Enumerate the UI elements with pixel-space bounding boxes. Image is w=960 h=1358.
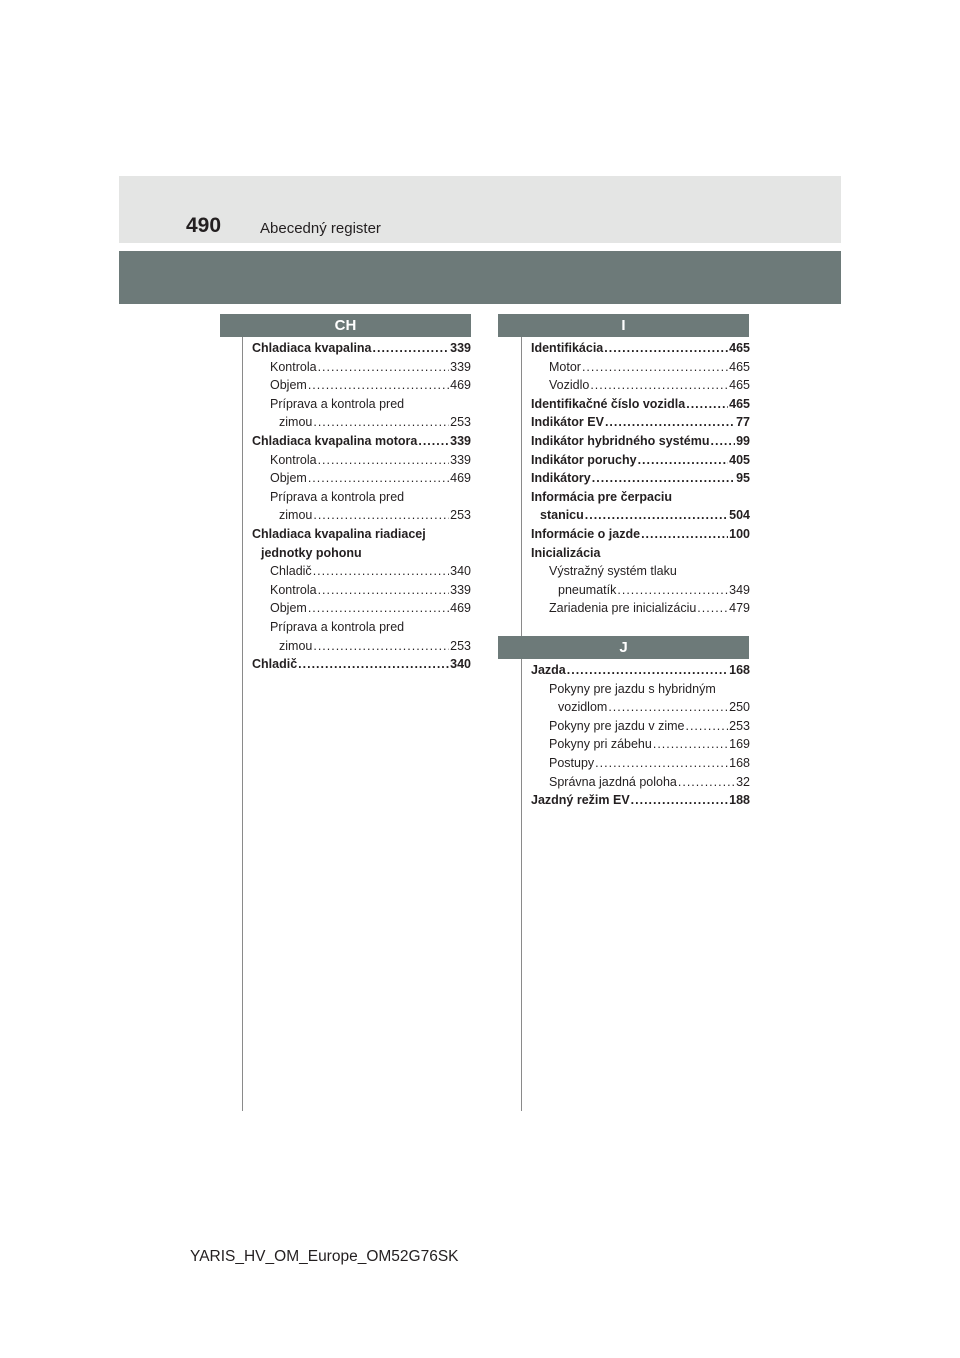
page-number: 490 [186,214,222,237]
index-entry-page: 95 [736,471,750,486]
index-entry [531,735,750,754]
index-entry-term: Chladič [252,657,298,672]
index-entry-term: Objem [270,378,307,393]
index-entry [531,680,750,699]
index-entry-term: Výstražný systém tlaku [549,564,677,579]
index-entry-term: Príprava a kontrola pred [270,489,405,504]
column-rule-right [521,335,522,1111]
index-entry [252,655,471,674]
index-entry [531,488,750,507]
dot-leader [617,581,728,600]
index-entry-term: Chladiaca kvapalina riadiacej [252,526,426,541]
index-entry-term: Zariadenia pre inicializáciu [549,601,697,616]
index-entry-page: 169 [729,737,750,752]
index-entry-term: Identifikačné číslo vozidla [531,396,686,411]
index-entry-page: 339 [450,359,471,374]
index-entry-page: 253 [450,638,471,653]
header-dark-band [119,251,841,304]
dot-leader [653,735,728,754]
index-entry-term: Jazda [531,663,566,677]
index-entry-term: Informácie o jazde [531,526,641,541]
dot-leader [608,698,728,717]
dot-leader [318,451,450,470]
index-entry-page: 100 [729,526,750,541]
index-entry [252,358,471,377]
index-entry [531,544,750,563]
dot-leader [604,339,728,358]
index-entry [252,469,471,488]
index-entry-term: Indikátory [531,471,591,486]
dot-leader [318,358,450,377]
index-entry-page: 339 [450,341,471,355]
index-entry [531,717,750,736]
index-entry [531,432,750,451]
index-entry-term: vozidlom [558,700,608,715]
dot-leader [686,395,728,414]
index-entry-page: 250 [729,700,750,715]
index-entry-page: 253 [729,718,750,733]
index-entry-page: 253 [450,415,471,430]
index-entry [531,698,750,717]
dot-leader [318,581,450,600]
letter-heading-i: I [498,314,749,337]
index-entry [252,637,471,656]
index-entry-term: Inicializácia [531,545,601,560]
dot-leader [685,717,728,736]
section-title: Abecedný register [260,220,381,237]
index-entry-page: 469 [450,601,471,616]
dot-leader [308,376,449,395]
index-entry-term: Indikátor EV [531,415,604,430]
index-entry-term: Pokyny pre jazdu v zime [549,718,685,733]
index-entry [531,376,750,395]
index-entry-term: zimou [279,415,313,430]
index-entry-page: 339 [450,433,471,448]
index-entry [252,581,471,600]
dot-leader [313,637,449,656]
index-entry-term: jednotky pohonu [261,545,362,560]
index-entry-term: stanicu [540,508,584,523]
index-entry [252,413,471,432]
index-entry-term: Postupy [549,755,595,770]
dot-leader [582,358,728,377]
index-entry [531,581,750,600]
dot-leader [313,562,449,581]
index-entry-term: Chladiaca kvapalina motora [252,433,418,448]
index-entry [252,506,471,525]
index-entry-term: Kontrola [270,452,317,467]
index-entry-term: Príprava a kontrola pred [270,396,405,411]
index-list-i [531,339,750,618]
dot-leader [641,525,728,544]
index-entry-term: Chladiaca kvapalina [252,341,372,355]
index-entry-term: Informácia pre čerpaciu [531,489,673,504]
index-entry-page: 168 [729,755,750,770]
dot-leader [595,754,728,773]
dot-leader [678,773,735,792]
index-entry [252,432,471,451]
dot-leader [638,451,729,470]
index-entry-page: 465 [729,396,750,411]
index-entry [252,525,471,544]
dot-leader [308,599,449,618]
index-entry [531,506,750,525]
index-entry [531,469,750,488]
index-list-j [531,661,750,810]
index-entry-term: Motor [549,359,581,374]
letter-heading-j: J [498,636,749,659]
index-entry-term: Chladič [270,564,312,579]
index-entry [252,376,471,395]
index-entry-term: Správna jazdná poloha [549,774,677,789]
header-band [119,176,841,243]
index-entry-page: 465 [729,359,750,374]
index-entry [531,339,750,358]
index-entry-page: 469 [450,471,471,486]
index-entry-term: Vozidlo [549,378,590,393]
index-entry [531,599,750,618]
letter-heading-ch: CH [220,314,471,337]
dot-leader [567,661,728,680]
index-entry [531,754,750,773]
dot-leader [585,506,728,525]
index-entry-page: 77 [736,415,750,430]
dot-leader [373,339,450,358]
index-list-ch [252,339,471,674]
dot-leader [590,376,728,395]
index-entry-page: 339 [450,452,471,467]
index-entry-page: 479 [729,601,750,616]
index-entry-page: 340 [450,564,471,579]
index-entry-term: Objem [270,601,307,616]
index-entry-term: Indikátor poruchy [531,452,637,467]
index-entry [531,413,750,432]
index-entry-page: 253 [450,508,471,523]
dot-leader [697,599,728,618]
index-entry-page: 465 [729,341,750,355]
dot-leader [298,655,449,674]
index-entry-page: 339 [450,582,471,597]
dot-leader [631,791,728,810]
index-entry-page: 99 [736,433,750,448]
index-entry [252,339,471,358]
index-entry [531,525,750,544]
index-entry [252,488,471,507]
index-entry-term: zimou [279,508,313,523]
index-entry-term: Kontrola [270,582,317,597]
dot-leader [592,469,735,488]
index-entry [252,618,471,637]
index-entry-term: Jazdný režim EV [531,793,630,808]
index-entry-page: 504 [729,508,750,523]
index-entry-page: 188 [729,793,750,808]
index-entry [252,544,471,563]
index-entry-page: 340 [450,657,471,672]
index-entry-term: Pokyny pri zábehu [549,737,652,752]
dot-leader [711,432,736,451]
index-entry-term: Identifikácia [531,341,604,355]
index-entry [252,451,471,470]
dot-leader [605,413,735,432]
index-entry [531,773,750,792]
dot-leader [313,506,449,525]
index-entry-page: 32 [736,774,750,789]
footer-doc-code: YARIS_HV_OM_Europe_OM52G76SK [190,1248,459,1265]
index-entry-term: pneumatík [558,582,617,597]
index-entry-term: Kontrola [270,359,317,374]
index-entry [531,661,750,680]
index-entry-term: Príprava a kontrola pred [270,619,405,634]
dot-leader [308,469,449,488]
index-entry-page: 465 [729,378,750,393]
index-entry-term: Indikátor hybridného systému [531,433,710,448]
index-entry-page: 168 [729,663,750,677]
column-rule-left [242,335,243,1111]
index-entry [531,562,750,581]
dot-leader [313,413,449,432]
index-entry [531,451,750,470]
index-entry-page: 405 [729,452,750,467]
index-entry-page: 469 [450,378,471,393]
dot-leader [418,432,449,451]
index-entry [531,358,750,377]
index-entry [252,562,471,581]
index-entry-term: zimou [279,638,313,653]
index-entry-term: Objem [270,471,307,486]
index-entry-term: Pokyny pre jazdu s hybridným [549,681,716,696]
index-entry [531,395,750,414]
index-entry [252,599,471,618]
index-entry [531,791,750,810]
index-entry-page: 349 [729,582,750,597]
index-entry [252,395,471,414]
